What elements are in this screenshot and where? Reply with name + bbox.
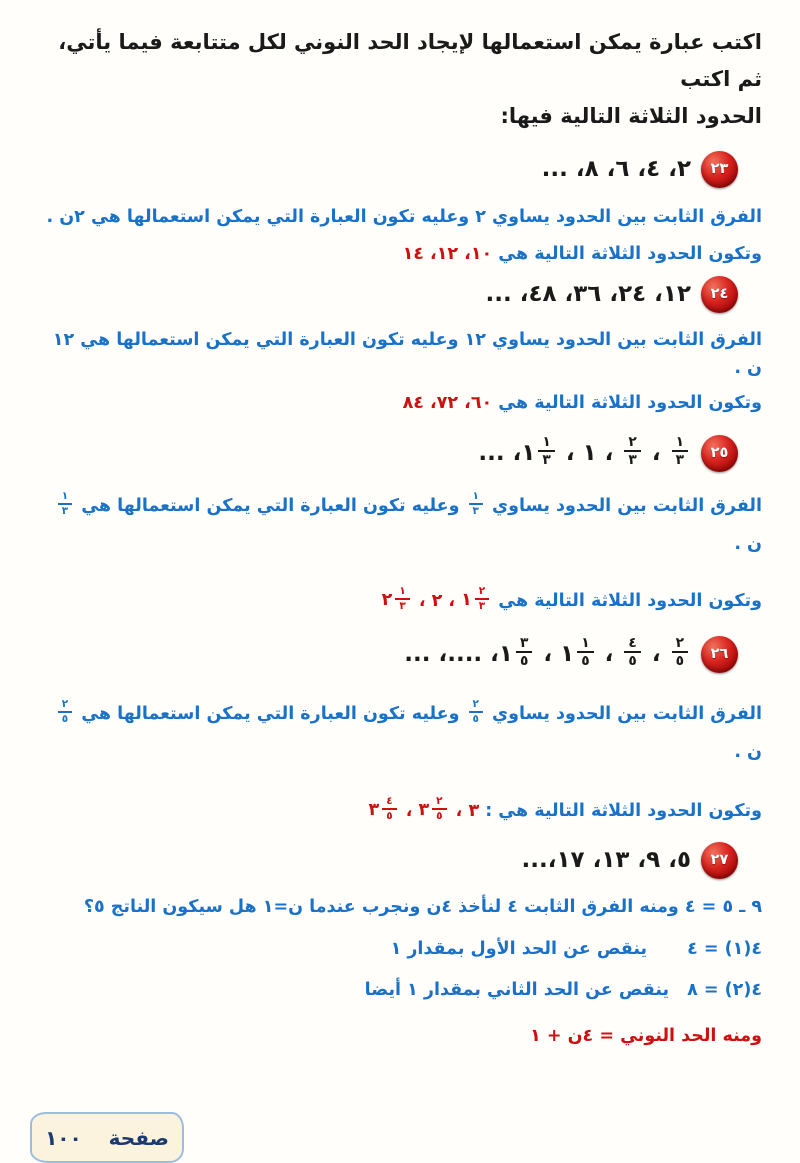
- fraction-denominator: ٥: [675, 653, 684, 669]
- fraction-numerator: ٢: [432, 796, 446, 810]
- fraction-denominator: ٥: [581, 653, 590, 669]
- solution-27-step3: [36, 976, 762, 1004]
- problem-27: [36, 839, 738, 881]
- problem-23: [36, 148, 738, 190]
- mixed-number: [381, 584, 413, 614]
- solution-27-step1: [36, 893, 762, 921]
- fraction-numerator: ١: [672, 435, 688, 452]
- fraction: [58, 491, 72, 517]
- mixed-number-whole: ١: [560, 640, 575, 667]
- solution-27-step2: [36, 935, 762, 963]
- fraction-numerator: ٢: [672, 636, 688, 653]
- text-run: وتكون الحدود الثلاثة التالية هي: [492, 393, 762, 413]
- problem-sequence: [522, 847, 691, 873]
- fraction-denominator: ٣: [61, 505, 69, 517]
- solution-27-result: [36, 1022, 762, 1050]
- fraction: [469, 699, 483, 725]
- text-run: ينقص عن الحد الثاني بمقدار ١ أيضا: [364, 980, 670, 1000]
- fraction: [469, 491, 483, 517]
- fraction: [475, 586, 489, 612]
- mixed-number-whole: ١: [498, 640, 513, 667]
- fraction-denominator: ٥: [61, 713, 69, 725]
- mixed-number: [498, 634, 535, 671]
- fraction-numerator: ٣: [516, 636, 532, 653]
- fraction-denominator: ٣: [675, 452, 684, 468]
- text-run: وعليه تكون العبارة التي يمكن استعمالها هي: [75, 496, 466, 516]
- text-run: ، ١ ،: [557, 439, 622, 466]
- fraction: [672, 636, 688, 669]
- mixed-number-whole: ١: [461, 590, 472, 611]
- fraction: [577, 636, 593, 669]
- text-run: ،: [596, 640, 622, 667]
- problem-number-badge: ٢٥: [701, 435, 738, 472]
- fraction-numerator: ٢: [58, 699, 72, 713]
- mixed-number: [560, 634, 596, 671]
- text-run: ٤(٢) = ٨: [687, 980, 762, 1000]
- answer-26-expression: [36, 695, 762, 771]
- text-run: ٦٠، ٧٢، ٨٤: [402, 393, 493, 413]
- fraction-denominator: ٥: [386, 810, 393, 822]
- page-footer: [30, 1112, 184, 1163]
- heading-line: الحدود الثلاثة التالية فيها:: [500, 104, 762, 128]
- text-run: ٢، ٤، ٦، ٨، ...: [541, 156, 691, 182]
- text-run: ١٢، ٢٤، ٣٦، ٤٨، ...: [485, 281, 691, 307]
- text-run: ن .: [734, 742, 762, 762]
- answer-24-expression: [36, 326, 762, 382]
- text-run: ٤(١) = ٤: [687, 939, 762, 959]
- fraction-denominator: ٣: [478, 600, 486, 612]
- text-run: وتكون الحدود الثلاثة التالية هي: [492, 244, 762, 264]
- text-run: الفرق الثابت بين الحدود يساوي ١٢ وعليه تكون العبارة التي يمكن استعمالها هي ١٢ ن .: [52, 330, 762, 378]
- mixed-number-whole: ١: [521, 439, 536, 466]
- problem-sequence: [485, 281, 691, 307]
- footer-label: صفحة ١٠٠: [45, 1125, 169, 1150]
- mixed-number-whole: ٣: [368, 800, 380, 821]
- fraction-denominator: ٥: [519, 653, 529, 669]
- fraction: [382, 796, 396, 822]
- fraction: [58, 699, 72, 725]
- answer-25-expression: [36, 487, 762, 563]
- fraction-numerator: ١: [538, 435, 554, 452]
- mixed-number: [461, 584, 492, 614]
- mixed-number: [521, 433, 557, 470]
- fraction-denominator: ٣: [628, 452, 637, 468]
- problem-number-badge: ٢٦: [701, 636, 738, 673]
- problem-26: [36, 627, 738, 681]
- fraction: [395, 586, 409, 612]
- problem-sequence: [542, 156, 691, 182]
- text-run: ٩ ـ ٥ = ٤ ومنه الفرق الثابت ٤ لنأخذ ٤ن ونجرب عندما ن=١ هل سيكون الناتج ٥؟: [83, 897, 762, 917]
- text-run: وتكون الحدود الثلاثة التالية هي: [492, 591, 762, 611]
- problem-number-badge: ٢٤: [701, 276, 738, 313]
- answer-23-terms: [36, 240, 762, 268]
- fraction: [624, 636, 640, 669]
- problem-number-badge: ٢٣: [701, 151, 738, 188]
- text-run: ٥، ٩، ١٣، ١٧،...: [521, 847, 691, 873]
- answer-25-terms: [36, 583, 762, 619]
- problem-24: [36, 273, 738, 315]
- prompt-heading: [36, 24, 762, 135]
- mixed-number: [368, 794, 400, 824]
- text-run: ،: [643, 439, 669, 466]
- text-run: ، ....، ...: [404, 640, 499, 667]
- heading-line: اكتب عبارة يمكن استعمالها لإيجاد الحد النوني لكل متتابعة فيما يأتي، ثم اكتب: [58, 30, 762, 91]
- text-run: ،: [399, 801, 419, 821]
- fraction-numerator: ١: [58, 491, 72, 505]
- fraction-numerator: ٤: [624, 636, 640, 653]
- mixed-number: [418, 794, 449, 824]
- fraction-denominator: ٥: [628, 653, 637, 669]
- fraction: [672, 435, 688, 468]
- text-run: ٣ ،: [449, 801, 480, 821]
- problem-sequence: [478, 433, 691, 470]
- fraction-numerator: ١: [577, 636, 593, 653]
- text-run: وعليه تكون العبارة التي يمكن استعمالها هي: [75, 704, 466, 724]
- fraction: [432, 796, 446, 822]
- problem-25: [36, 427, 738, 479]
- mixed-number-whole: ٢: [381, 590, 393, 611]
- answer-26-terms: [36, 793, 762, 829]
- fraction-numerator: ٢: [624, 435, 640, 452]
- text-run: ، ...: [478, 439, 522, 466]
- fraction-denominator: ٣: [399, 600, 406, 612]
- text-run: الفرق الثابت بين الحدود يساوي: [485, 496, 762, 516]
- fraction-denominator: ٥: [436, 810, 443, 822]
- fraction-numerator: ٢: [475, 586, 489, 600]
- text-run: ،: [643, 640, 669, 667]
- text-run: وتكون الحدود الثلاثة التالية هي :: [479, 801, 762, 821]
- fraction: [624, 435, 640, 468]
- mixed-number-whole: ٣: [418, 800, 430, 821]
- text-run: الفرق الثابت بين الحدود يساوي ٢ وعليه تكون العبارة التي يمكن استعمالها هي ٢ن .: [46, 207, 762, 227]
- answer-24-terms: [36, 389, 762, 417]
- fraction-numerator: ١: [469, 491, 483, 505]
- text-run: ينقص عن الحد الأول بمقدار ١: [390, 939, 648, 959]
- fraction-denominator: ٣: [542, 452, 551, 468]
- problem-sequence: [404, 634, 691, 671]
- fraction-numerator: ١: [395, 586, 409, 600]
- answer-23-expression: [36, 203, 762, 231]
- text-run: الفرق الثابت بين الحدود يساوي: [485, 704, 762, 724]
- fraction: [538, 435, 554, 468]
- fraction-numerator: ٤: [382, 796, 396, 810]
- text-run: ،: [535, 640, 561, 667]
- problem-number-badge: ٢٧: [701, 842, 738, 879]
- fraction-numerator: ٢: [469, 699, 483, 713]
- text-run: ن .: [734, 534, 762, 554]
- fraction-denominator: ٣: [472, 505, 479, 517]
- text-run: ١٠، ١٢، ١٤: [402, 244, 493, 264]
- fraction-denominator: ٥: [472, 713, 479, 725]
- text-run: ومنه الحد النوني = ٤ن + ١: [530, 1026, 762, 1046]
- fraction: [516, 636, 532, 669]
- text-run: ، ٢ ،: [412, 591, 462, 611]
